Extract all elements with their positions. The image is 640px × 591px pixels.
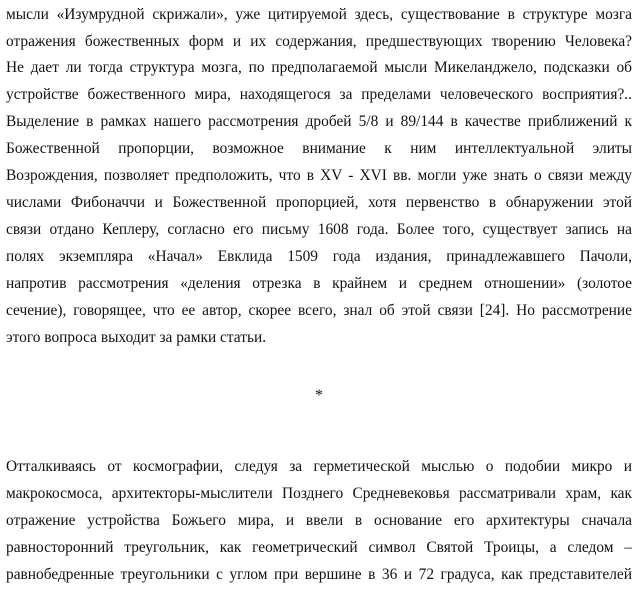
text-line: этого вопроса выходит за рамки статьи. <box>6 329 267 346</box>
text-line: устройстве божественного мира, находящегося за пределами человеческого восприятия?.. <box>6 86 632 103</box>
text-line: сечение), говорящее, что ее автор, скорее всего, знал об этой связи [24]. Но рассмотрение <box>6 302 632 319</box>
section-separator: * <box>315 387 323 404</box>
text-line: полях экземпляра «Начал» Евклида 1509 года издания, принадлежавшего Пачоли, <box>6 248 632 265</box>
text-line: числами Фибоначчи и Божественной пропорцией, хотя первенство в обнаружении этой <box>6 194 632 211</box>
text-line: мысли «Изумрудной скрижали», уже цитируемой здесь, существование в структуре мозга <box>6 6 632 23</box>
text-line: Выделение в рамках нашего рассмотрения дробей 5/8 и 89/144 в качестве приближений к <box>6 113 632 130</box>
text-line: напротив рассмотрения «деления отрезка в крайнем и среднем отношении» (золотое <box>6 275 632 292</box>
text-line: отражения божественных форм и их содержания, предшествующих творению Человека? <box>6 33 632 50</box>
text-line: Отталкиваясь от космографии, следуя за герметической мыслью о подобии микро и <box>6 458 632 475</box>
text-line: отражение устройства Божьего мира, и ввели в основание его архитектуры сначала <box>6 512 632 529</box>
text-line: связи отдано Кеплеру, согласно его письму 1608 года. Более того, существует запись на <box>6 221 632 238</box>
text-line: равносторонний треугольник, как геометрический символ Святой Троицы, а следом – <box>6 539 632 556</box>
text-line: Божественной пропорции, возможное внимание к ним интеллектуальной элиты <box>6 140 632 157</box>
text-line: макрокосмоса, архитекторы-мыслители Позднего Средневековья рассматривали храм, как <box>6 485 632 502</box>
text-line: Возрождения, позволяет предположить, что в XV - XVI вв. могли уже знать о связи между <box>6 167 632 184</box>
text-line: Не дает ли тогда структура мозга, по предполагаемой мысли Микеланджело, подсказки об <box>6 59 632 76</box>
text-line: равнобедренные треугольники с углом при вершине в 36 и 72 градуса, как представителей <box>6 566 632 583</box>
